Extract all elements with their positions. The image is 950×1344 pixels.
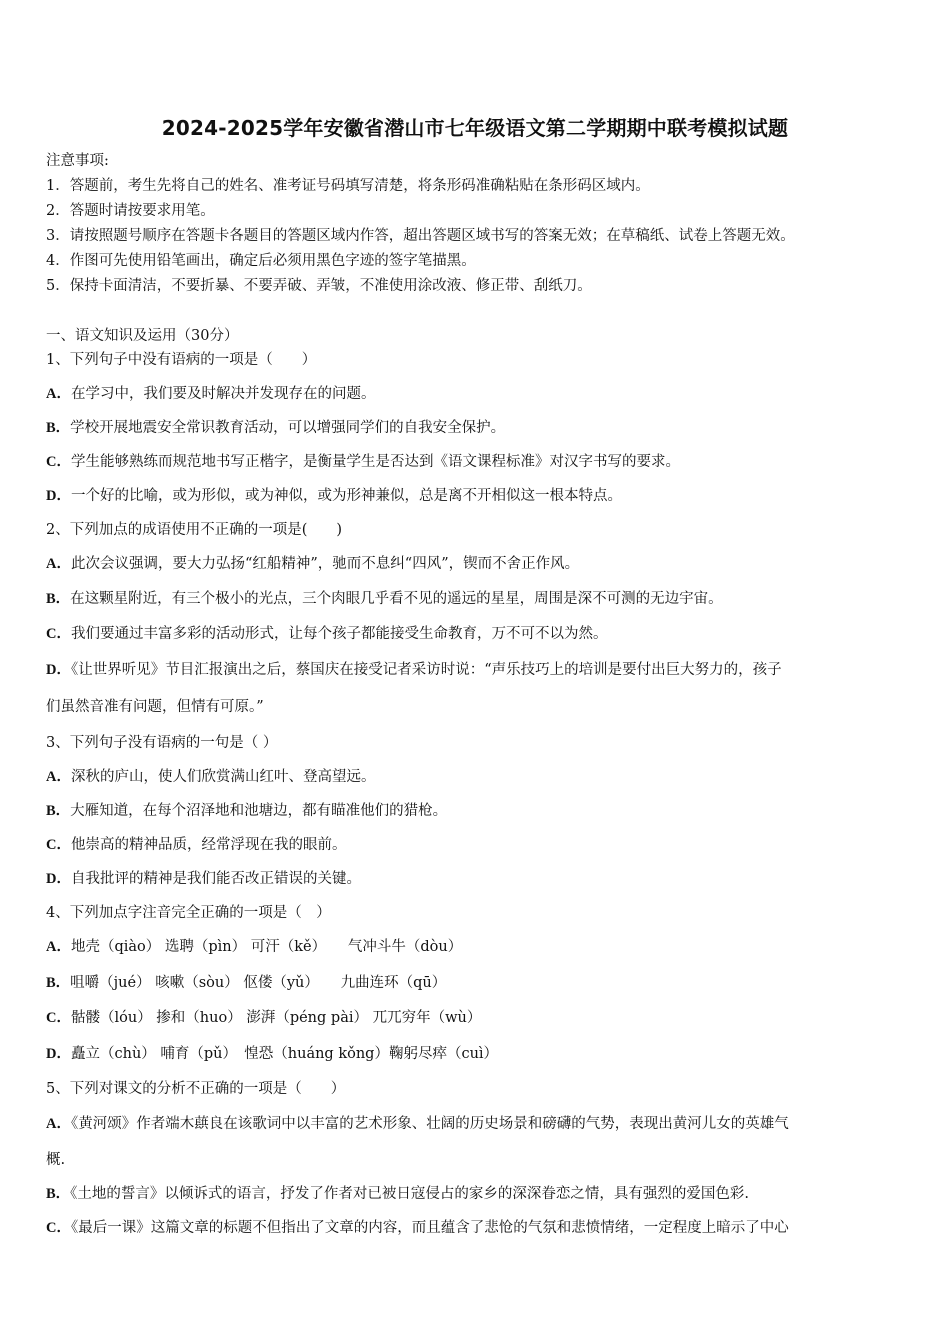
option-text: 学生能够熟练而规范地书写正楷字，是衡量学生是否达到《语文课程标准》对汉字书写的要求。 bbox=[70, 454, 680, 470]
option-label: C． bbox=[46, 837, 71, 853]
question-stem: 3、下列句子没有语病的一句是（ ） bbox=[46, 735, 278, 751]
option-label: B． bbox=[46, 591, 71, 607]
option-line bbox=[46, 624, 916, 644]
option-label: B． bbox=[46, 1186, 71, 1202]
option-text: 地壳（qiào） 选聘（pìn） 可汗（kě） 气冲斗牛（dòu） bbox=[70, 939, 463, 955]
option-text: 《让世界听见》节目汇报演出之后，蔡国庆在接受记者采访时说：“声乐技巧上的培训是要付出巨大努力的，孩子 bbox=[70, 662, 782, 678]
option-line bbox=[46, 1114, 916, 1134]
option-label: D． bbox=[46, 662, 71, 678]
notice-heading: 注意事项: bbox=[46, 153, 109, 169]
question-stem: 1、下列句子中没有语病的一项是（ ） bbox=[46, 352, 317, 368]
option-text: 《土地的誓言》以倾诉式的语言，抒发了作者对已被日寇侵占的家乡的深深眷恋之情，具有强烈的爱国色彩. bbox=[70, 1186, 750, 1202]
notice-item: 2．答题时请按要求用笔。 bbox=[46, 203, 215, 219]
question-stem: 5、下列对课文的分析不正确的一项是（ ） bbox=[46, 1081, 346, 1097]
option-text: 矗立（chù） 哺育（pǔ） 惶恐（huáng kǒng）鞠躬尽瘁（cuì） bbox=[70, 1046, 499, 1062]
question-stem: 2、下列加点的成语使用不正确的一项是( ) bbox=[46, 522, 343, 538]
option-label: A． bbox=[46, 386, 71, 402]
option-line bbox=[46, 660, 916, 680]
option-continuation: 们虽然音准有问题，但情有可原。” bbox=[46, 699, 264, 715]
option-label: C． bbox=[46, 1010, 71, 1026]
option-line bbox=[46, 1184, 916, 1204]
option-line bbox=[46, 1044, 916, 1064]
option-label: B． bbox=[46, 803, 71, 819]
option-line bbox=[46, 452, 916, 472]
option-line bbox=[46, 1218, 916, 1238]
notice-item: 3．请按照题号顺序在答题卡各题目的答题区域内作答，超出答题区域书写的答案无效；在草稿纸、试卷上答题无效。 bbox=[46, 228, 795, 244]
option-label: A． bbox=[46, 939, 71, 955]
option-line bbox=[46, 1008, 916, 1028]
option-text: 《最后一课》这篇文章的标题不但指出了文章的内容，而且蕴含了悲怆的气氛和悲愤情绪，一定程度上暗示了中心 bbox=[70, 1220, 789, 1236]
option-line bbox=[46, 973, 916, 993]
notice-item: 4．作图可先使用铅笔画出，确定后必须用黑色字迹的签字笔描黑。 bbox=[46, 253, 476, 269]
option-text: 我们要通过丰富多彩的活动形式，让每个孩子都能接受生命教育，万不可不以为然。 bbox=[70, 626, 608, 642]
option-label: C． bbox=[46, 626, 71, 642]
option-text: 咀嚼（jué） 咳嗽（sòu） 伛偻（yǔ） 九曲连环（qū） bbox=[70, 975, 447, 991]
option-text: 在这颗星附近，有三个极小的光点，三个肉眼几乎看不见的遥远的星星，周围是深不可测的无边宇宙。 bbox=[70, 591, 723, 607]
option-line bbox=[46, 869, 916, 889]
option-label: A． bbox=[46, 769, 71, 785]
option-line bbox=[46, 801, 916, 821]
option-line bbox=[46, 554, 916, 574]
option-line bbox=[46, 486, 916, 506]
option-label: B． bbox=[46, 975, 71, 991]
option-label: D． bbox=[46, 1046, 71, 1062]
option-label: C． bbox=[46, 1220, 71, 1236]
option-line bbox=[46, 767, 916, 787]
option-label: C． bbox=[46, 454, 71, 470]
notice-item: 5．保持卡面清洁，不要折暴、不要弄破、弄皱，不准使用涂改液、修正带、刮纸刀。 bbox=[46, 278, 592, 294]
question-stem: 4、下列加点字注音完全正确的一项是（ ） bbox=[46, 905, 331, 921]
option-label: D． bbox=[46, 488, 71, 504]
option-line bbox=[46, 384, 916, 404]
option-text: 自我批评的精神是我们能否改正错误的关键。 bbox=[70, 871, 361, 887]
option-line bbox=[46, 937, 916, 957]
section-heading: 一、语文知识及运用（30分） bbox=[46, 328, 239, 344]
notice-item: 1．答题前，考生先将自己的姓名、准考证号码填写清楚，将条形码准确粘贴在条形码区域内。 bbox=[46, 178, 650, 194]
option-text: 深秋的庐山，使人们欣赏满山红叶、登高望远。 bbox=[70, 769, 376, 785]
option-text: 他崇高的精神品质，经常浮现在我的眼前。 bbox=[70, 837, 347, 853]
option-label: A． bbox=[46, 556, 71, 572]
option-line bbox=[46, 835, 916, 855]
option-text: 大雁知道，在每个沼泽地和池塘边，都有瞄准他们的猎枪。 bbox=[70, 803, 448, 819]
option-line bbox=[46, 418, 916, 438]
option-text: 一个好的比喻，或为形似，或为神似，或为形神兼似，总是离不开相似这一根本特点。 bbox=[70, 488, 622, 504]
option-label: A． bbox=[46, 1116, 71, 1132]
option-text: 在学习中，我们要及时解决并发现存在的问题。 bbox=[70, 386, 376, 402]
option-label: D． bbox=[46, 871, 71, 887]
option-text: 骷髅（lóu） 掺和（huo） 澎湃（péng pài） 兀兀穷年（wù） bbox=[70, 1010, 482, 1026]
page-title: 2024-2025学年安徽省潜山市七年级语文第二学期期中联考模拟试题 bbox=[161, 116, 789, 140]
option-continuation: 概. bbox=[46, 1152, 66, 1168]
option-text: 学校开展地震安全常识教育活动，可以增强同学们的自我安全保护。 bbox=[70, 420, 506, 436]
option-label: B． bbox=[46, 420, 71, 436]
option-line bbox=[46, 589, 916, 609]
option-text: 《黄河颂》作者端木蕻良在该歌词中以丰富的艺术形象、壮阔的历史场景和磅礴的气势，表现出黄河儿女的英雄气 bbox=[70, 1116, 789, 1132]
option-text: 此次会议强调，要大力弘扬“红船精神”，驰而不息纠“四风”，锲而不舍正作风。 bbox=[70, 556, 580, 572]
